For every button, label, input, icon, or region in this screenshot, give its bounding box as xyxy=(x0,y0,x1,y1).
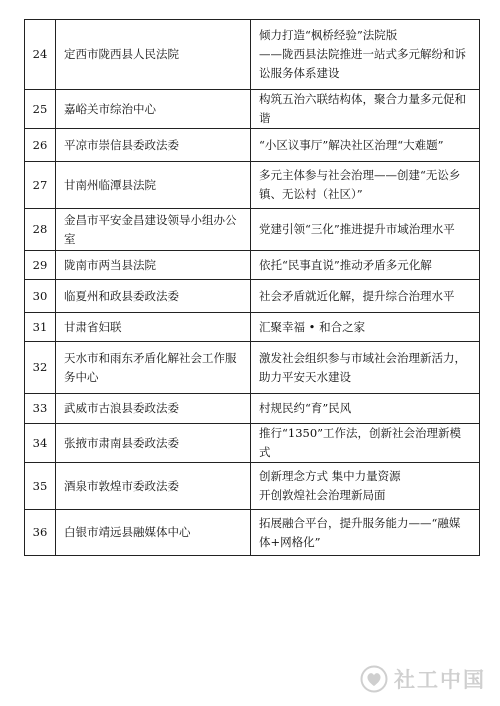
case-title xyxy=(251,394,480,424)
row-number: 34 xyxy=(25,424,56,463)
table-row xyxy=(25,510,480,556)
case-title xyxy=(251,129,480,162)
case-title xyxy=(251,209,480,251)
table-row xyxy=(25,394,480,424)
table-row xyxy=(25,129,480,162)
row-number: 36 xyxy=(25,510,56,556)
case-title xyxy=(251,20,480,90)
case-title xyxy=(251,162,480,209)
unit-name: 张掖市肃南县委政法委 xyxy=(56,424,251,463)
row-number: 31 xyxy=(25,313,56,342)
unit-name: 定西市陇西县人民法院 xyxy=(56,20,251,90)
unit-name: 甘肃省妇联 xyxy=(56,313,251,342)
case-title-line: 开创敦煌社会治理新局面 xyxy=(259,488,386,502)
row-number: 33 xyxy=(25,394,56,424)
unit-name: 甘南州临潭县法院 xyxy=(56,162,251,209)
case-title-line: 拓展融合平台，提升服务能力——“融媒体+网格化” xyxy=(259,515,461,549)
case-title-line: 创新理念方式 集中力量资源 xyxy=(259,469,401,483)
cases-table xyxy=(24,19,480,556)
row-number: 25 xyxy=(25,90,56,129)
row-number: 29 xyxy=(25,251,56,280)
unit-name: 嘉峪关市综治中心 xyxy=(56,90,251,129)
table-row xyxy=(25,342,480,394)
case-title-line: ——陇西县法院推进一站式多元解纷和诉讼服务体系建设 xyxy=(259,47,466,80)
unit-name: 临夏州和政县委政法委 xyxy=(56,280,251,313)
unit-name: 酒泉市敦煌市委政法委 xyxy=(56,463,251,510)
case-title-line: 党建引领“三化”推进提升市域治理水平 xyxy=(259,222,455,236)
table-row xyxy=(25,313,480,342)
case-title xyxy=(251,342,480,394)
case-title-line: 村规民约“育”民风 xyxy=(259,401,352,415)
case-title xyxy=(251,280,480,313)
row-number: 32 xyxy=(25,342,56,394)
row-number: 26 xyxy=(25,129,56,162)
case-title-line: 倾力打造“枫桥经验”法院版 xyxy=(259,28,398,42)
row-number: 30 xyxy=(25,280,56,313)
case-title xyxy=(251,251,480,280)
case-title-line: “小区议事厅”解决社区治理“大难题” xyxy=(259,137,444,152)
row-number: 27 xyxy=(25,162,56,209)
table-row xyxy=(25,424,480,463)
unit-name: 白银市靖远县融媒体中心 xyxy=(56,510,251,556)
unit-name: 天水市和雨东矛盾化解社会工作服务中心 xyxy=(56,342,251,394)
row-number: 28 xyxy=(25,209,56,251)
unit-name: 武威市古浪县委政法委 xyxy=(56,394,251,424)
case-title xyxy=(251,90,480,129)
unit-name: 平凉市崇信县委政法委 xyxy=(56,129,251,162)
heart-hands-logo-icon xyxy=(360,665,388,693)
table-row xyxy=(25,251,480,280)
case-title xyxy=(251,424,480,463)
case-title-line: 社会矛盾就近化解，提升综合治理水平 xyxy=(259,288,455,303)
unit-name: 金昌市平安金昌建设领导小组办公室 xyxy=(56,209,251,251)
table-row xyxy=(25,90,480,129)
table-row xyxy=(25,162,480,209)
case-title xyxy=(251,313,480,342)
table-body xyxy=(25,20,480,556)
watermark-text: 社工中国 xyxy=(394,668,486,692)
table-row xyxy=(25,463,480,510)
table-row xyxy=(25,209,480,251)
case-title xyxy=(251,463,480,510)
case-title-line: 依托“民事直说”推动矛盾多元化解 xyxy=(259,257,432,272)
case-title-line: 激发社会组织参与市域社会治理新活力，助力平安天水建设 xyxy=(259,350,466,384)
table-row xyxy=(25,20,480,90)
case-title-line: 汇聚幸福 • 和合之家 xyxy=(259,319,366,334)
unit-name: 陇南市两当县法院 xyxy=(56,251,251,280)
case-title-line: 多元主体参与社会治理——创建“无讼乡镇、无讼村（社区）” xyxy=(259,168,461,201)
watermark xyxy=(360,664,486,694)
row-number: 35 xyxy=(25,463,56,510)
case-title xyxy=(251,510,480,556)
case-title-line: 推行“1350”工作法，创新社会治理新模式 xyxy=(259,426,462,459)
row-number: 24 xyxy=(25,20,56,90)
case-title-line: 构筑五治六联结构体，聚合力量多元促和谐 xyxy=(259,92,466,125)
table-row xyxy=(25,280,480,313)
